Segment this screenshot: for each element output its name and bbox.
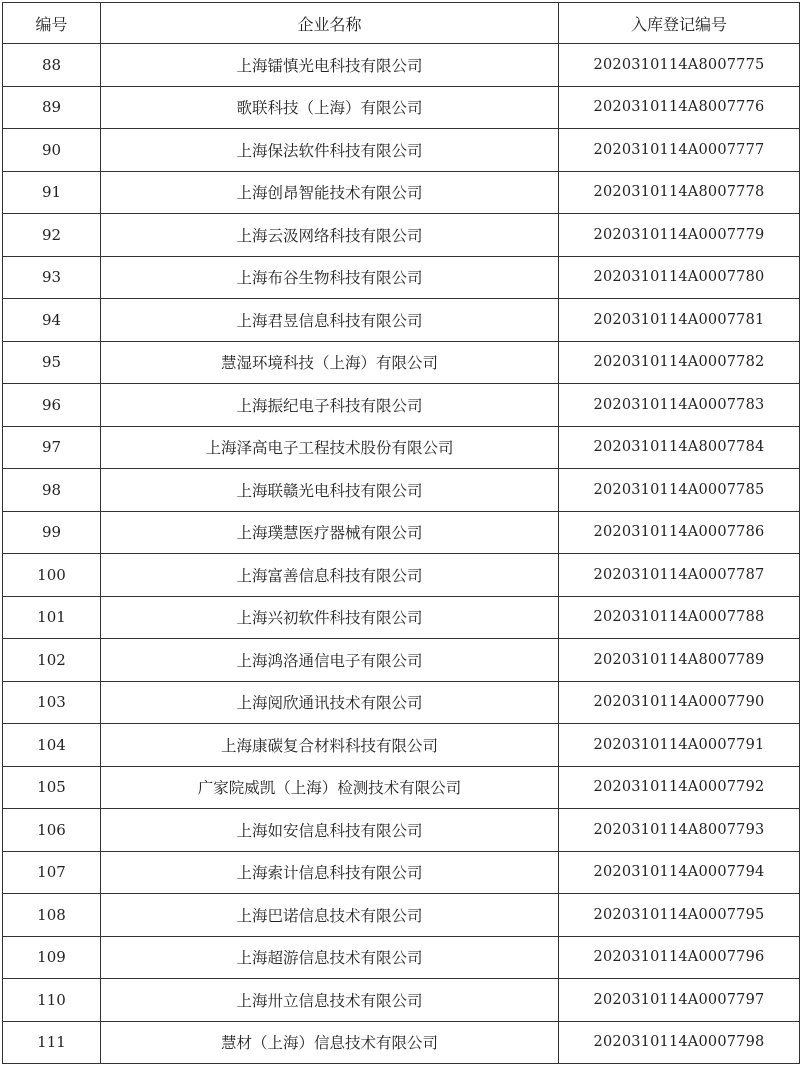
table-row bbox=[3, 894, 800, 937]
cell-company-name: 上海云汲网络科技有限公司 bbox=[101, 214, 559, 257]
cell-company-name: 广家院威凯（上海）检测技术有限公司 bbox=[101, 766, 559, 809]
cell-number: 97 bbox=[3, 426, 101, 469]
table-row bbox=[3, 299, 800, 342]
cell-registration-number: 2020310114A0007796 bbox=[559, 936, 800, 979]
cell-number: 104 bbox=[3, 724, 101, 767]
cell-number: 100 bbox=[3, 554, 101, 597]
cell-registration-number: 2020310114A0007795 bbox=[559, 894, 800, 937]
cell-company-name: 慧湿环境科技（上海）有限公司 bbox=[101, 341, 559, 384]
cell-number: 95 bbox=[3, 341, 101, 384]
cell-registration-number: 2020310114A0007788 bbox=[559, 596, 800, 639]
cell-number: 108 bbox=[3, 894, 101, 937]
cell-number: 88 bbox=[3, 44, 101, 87]
cell-registration-number: 2020310114A0007785 bbox=[559, 469, 800, 512]
cell-company-name: 上海如安信息科技有限公司 bbox=[101, 809, 559, 852]
table-row bbox=[3, 639, 800, 682]
cell-company-name: 上海君昱信息科技有限公司 bbox=[101, 299, 559, 342]
cell-company-name: 上海阅欣通讯技术有限公司 bbox=[101, 681, 559, 724]
table-row bbox=[3, 809, 800, 852]
header-registration-number: 入库登记编号 bbox=[559, 3, 800, 44]
cell-company-name: 歌联科技（上海）有限公司 bbox=[101, 86, 559, 129]
cell-registration-number: 2020310114A0007781 bbox=[559, 299, 800, 342]
table-row bbox=[3, 384, 800, 427]
cell-company-name: 上海联赣光电科技有限公司 bbox=[101, 469, 559, 512]
table-row bbox=[3, 256, 800, 299]
cell-company-name: 上海巴诺信息技术有限公司 bbox=[101, 894, 559, 937]
table-row bbox=[3, 44, 800, 87]
table-row bbox=[3, 426, 800, 469]
cell-number: 94 bbox=[3, 299, 101, 342]
table-row bbox=[3, 469, 800, 512]
table-row bbox=[3, 936, 800, 979]
cell-registration-number: 2020310114A0007787 bbox=[559, 554, 800, 597]
cell-registration-number: 2020310114A8007775 bbox=[559, 44, 800, 87]
table-row bbox=[3, 554, 800, 597]
cell-company-name: 上海振纪电子科技有限公司 bbox=[101, 384, 559, 427]
cell-company-name: 上海泽高电子工程技术股份有限公司 bbox=[101, 426, 559, 469]
cell-company-name: 上海兴初软件科技有限公司 bbox=[101, 596, 559, 639]
cell-number: 105 bbox=[3, 766, 101, 809]
cell-registration-number: 2020310114A0007792 bbox=[559, 766, 800, 809]
cell-registration-number: 2020310114A8007789 bbox=[559, 639, 800, 682]
table-row bbox=[3, 1021, 800, 1064]
cell-number: 110 bbox=[3, 979, 101, 1022]
cell-number: 93 bbox=[3, 256, 101, 299]
cell-registration-number: 2020310114A8007784 bbox=[559, 426, 800, 469]
table-row bbox=[3, 341, 800, 384]
cell-number: 89 bbox=[3, 86, 101, 129]
cell-company-name: 上海保法软件科技有限公司 bbox=[101, 129, 559, 172]
cell-number: 103 bbox=[3, 681, 101, 724]
table-row bbox=[3, 171, 800, 214]
table-row bbox=[3, 129, 800, 172]
cell-company-name: 上海创昂智能技术有限公司 bbox=[101, 171, 559, 214]
table-header bbox=[3, 3, 800, 44]
cell-registration-number: 2020310114A0007777 bbox=[559, 129, 800, 172]
cell-company-name: 上海康碳复合材料科技有限公司 bbox=[101, 724, 559, 767]
cell-company-name: 上海鸿洛通信电子有限公司 bbox=[101, 639, 559, 682]
table-row bbox=[3, 681, 800, 724]
cell-company-name: 上海富善信息科技有限公司 bbox=[101, 554, 559, 597]
cell-number: 98 bbox=[3, 469, 101, 512]
cell-number: 106 bbox=[3, 809, 101, 852]
cell-company-name: 上海镭慎光电科技有限公司 bbox=[101, 44, 559, 87]
cell-number: 102 bbox=[3, 639, 101, 682]
cell-registration-number: 2020310114A0007780 bbox=[559, 256, 800, 299]
cell-company-name: 上海索计信息科技有限公司 bbox=[101, 851, 559, 894]
cell-company-name: 上海超游信息技术有限公司 bbox=[101, 936, 559, 979]
cell-registration-number: 2020310114A0007782 bbox=[559, 341, 800, 384]
cell-number: 99 bbox=[3, 511, 101, 554]
cell-company-name: 上海璞慧医疗器械有限公司 bbox=[101, 511, 559, 554]
cell-registration-number: 2020310114A0007786 bbox=[559, 511, 800, 554]
cell-number: 111 bbox=[3, 1021, 101, 1064]
table-row bbox=[3, 511, 800, 554]
header-number: 编号 bbox=[3, 3, 101, 44]
cell-registration-number: 2020310114A0007791 bbox=[559, 724, 800, 767]
cell-registration-number: 2020310114A8007778 bbox=[559, 171, 800, 214]
table-row bbox=[3, 979, 800, 1022]
cell-number: 90 bbox=[3, 129, 101, 172]
cell-number: 91 bbox=[3, 171, 101, 214]
header-row bbox=[3, 3, 800, 44]
cell-registration-number: 2020310114A0007794 bbox=[559, 851, 800, 894]
cell-registration-number: 2020310114A0007797 bbox=[559, 979, 800, 1022]
cell-registration-number: 2020310114A0007790 bbox=[559, 681, 800, 724]
cell-company-name: 上海卅立信息技术有限公司 bbox=[101, 979, 559, 1022]
table-body bbox=[3, 44, 800, 1064]
cell-registration-number: 2020310114A0007779 bbox=[559, 214, 800, 257]
table-row bbox=[3, 766, 800, 809]
cell-company-name: 慧材（上海）信息技术有限公司 bbox=[101, 1021, 559, 1064]
cell-number: 109 bbox=[3, 936, 101, 979]
table-row bbox=[3, 596, 800, 639]
cell-number: 101 bbox=[3, 596, 101, 639]
cell-number: 107 bbox=[3, 851, 101, 894]
cell-registration-number: 2020310114A8007776 bbox=[559, 86, 800, 129]
table-row bbox=[3, 214, 800, 257]
cell-company-name: 上海布谷生物科技有限公司 bbox=[101, 256, 559, 299]
header-company-name: 企业名称 bbox=[101, 3, 559, 44]
table-row bbox=[3, 851, 800, 894]
cell-registration-number: 2020310114A0007798 bbox=[559, 1021, 800, 1064]
cell-number: 92 bbox=[3, 214, 101, 257]
table-row bbox=[3, 724, 800, 767]
cell-number: 96 bbox=[3, 384, 101, 427]
cell-registration-number: 2020310114A0007783 bbox=[559, 384, 800, 427]
cell-registration-number: 2020310114A8007793 bbox=[559, 809, 800, 852]
company-registry-table bbox=[2, 2, 800, 1064]
table-row bbox=[3, 86, 800, 129]
